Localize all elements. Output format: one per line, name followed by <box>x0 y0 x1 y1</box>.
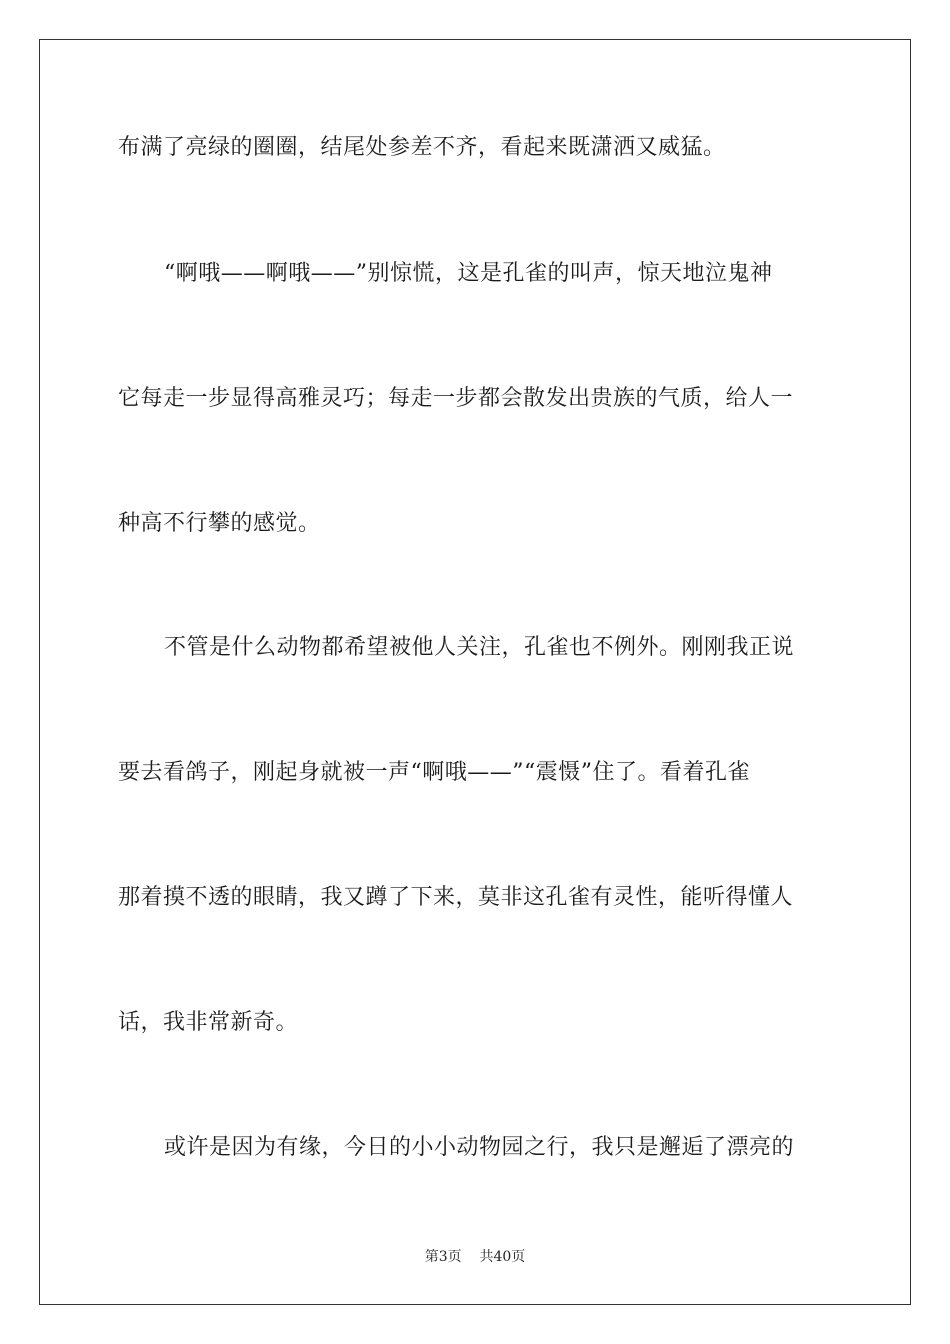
text-line: 它每走一步显得高雅灵巧；每走一步都会散发出贵族的气质，给人一 <box>118 386 794 411</box>
paragraph-start-line: 或许是因为有缘，今日的小小动物园之行，我只是邂逅了漂亮的 <box>164 1135 795 1160</box>
text-line: 那着摸不透的眼睛，我又蹲了下来，莫非这孔雀有灵性，能听得懂人 <box>118 885 794 910</box>
page-number: 第3页 <box>424 1249 462 1265</box>
page-border <box>39 39 911 1305</box>
text-line: 种高不行攀的感觉。 <box>118 511 321 536</box>
paragraph-start-line: 不管是什么动物都希望被他人关注，孔雀也不例外。刚刚我正说 <box>164 635 795 660</box>
page-footer <box>0 1248 950 1266</box>
paragraph-start-line: “啊哦——啊哦——”别惊慌，这是孔雀的叫声，惊天地泣鬼神 <box>164 261 773 286</box>
footer-spacer <box>462 1249 480 1265</box>
text-line: 布满了亮绿的圈圈，结尾处参差不齐，看起来既潇洒又威猛。 <box>118 135 726 160</box>
text-line: 要去看鸽子，刚起身就被一声“啊哦——”“震慑”住了。看着孔雀 <box>118 760 750 785</box>
total-pages: 共40页 <box>479 1249 526 1265</box>
text-line: 话，我非常新奇。 <box>118 1010 299 1035</box>
